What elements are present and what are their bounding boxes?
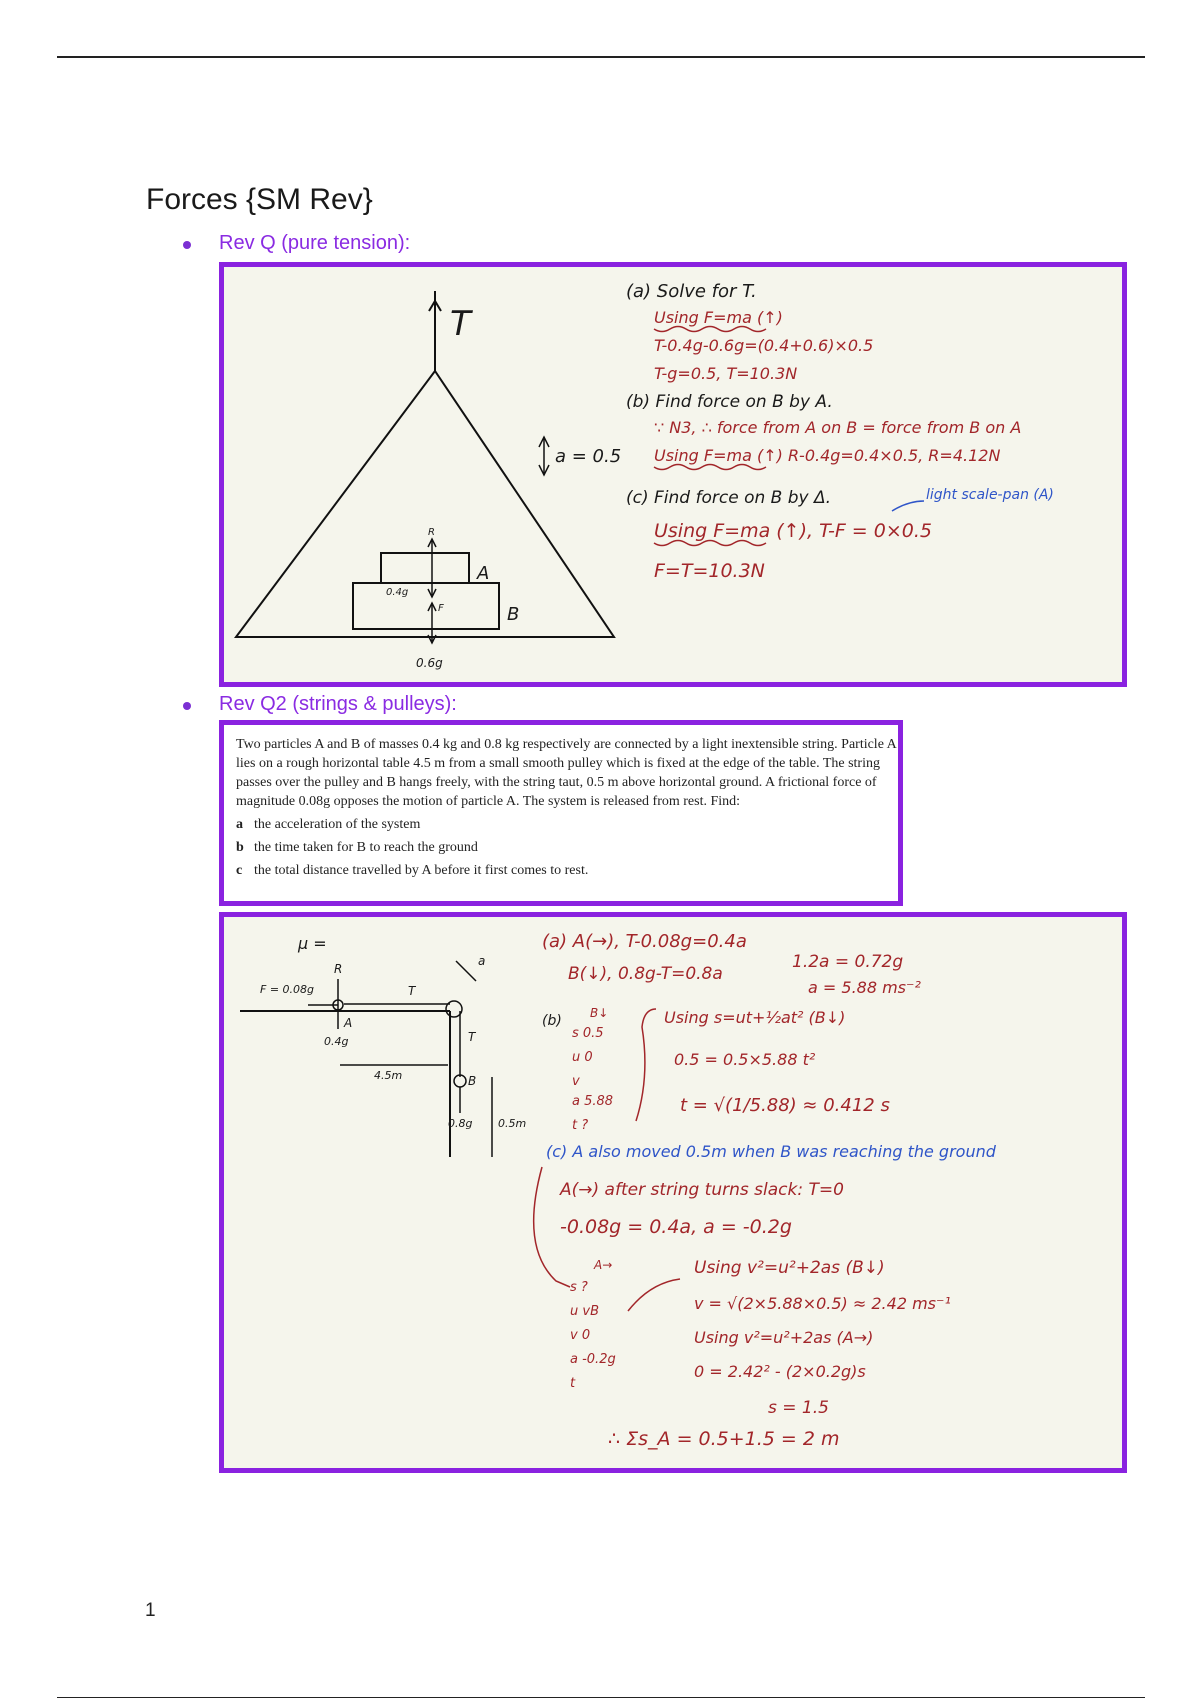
suvat-b-header: B↓ bbox=[590, 1006, 609, 1020]
part-label: a bbox=[236, 817, 243, 832]
q2-line-a3: 1.2a = 0.72g bbox=[792, 952, 904, 972]
q2-line-c5: Using v²=u²+2as (A→) bbox=[694, 1328, 874, 1347]
q1-line-n3: ∵ N3, ∴ force from A on B = force from B on A bbox=[654, 418, 1022, 437]
particle-b-label: B bbox=[468, 1074, 477, 1088]
page-title: Forces {SM Rev} bbox=[146, 183, 373, 216]
top-rule bbox=[57, 56, 1145, 58]
q1-note: light scale-pan (A) bbox=[926, 487, 1054, 503]
suvat-b-row: v bbox=[572, 1074, 580, 1089]
q1-line-eq1: T-0.4g-0.6g=(0.4+0.6)×0.5 bbox=[654, 336, 874, 355]
bullet-dot-icon bbox=[183, 241, 191, 249]
q2-line-c7: s = 1.5 bbox=[768, 1398, 829, 1418]
part-text: the acceleration of the system bbox=[254, 817, 421, 832]
part-text: the total distance travelled by A before it first comes to rest. bbox=[254, 863, 589, 878]
part-label: c bbox=[236, 863, 243, 878]
q2-line-c2: -0.08g = 0.4a, a = -0.2g bbox=[560, 1216, 792, 1238]
accel-label: a bbox=[478, 954, 486, 968]
particle-a-label: A bbox=[344, 1016, 353, 1030]
question-text bbox=[236, 735, 896, 880]
q2-line-c3: Using v²=u²+2as (B↓) bbox=[694, 1258, 885, 1278]
q1-line-eq5: F=T=10.3N bbox=[654, 560, 765, 582]
distance-label: 4.5m bbox=[374, 1069, 403, 1082]
q2-line-c6: 0 = 2.42² - (2×0.2g)s bbox=[694, 1362, 866, 1381]
suvat-b-row: a 5.88 bbox=[572, 1094, 614, 1109]
bullet-label: Rev Q (pure tension): bbox=[219, 232, 411, 254]
q2-line-c8: ∴ Σs_A = 0.5+1.5 = 2 m bbox=[608, 1428, 840, 1450]
question-part-a bbox=[236, 815, 896, 834]
suvat-c-row: s ? bbox=[570, 1280, 588, 1295]
suvat-c-row: a -0.2g bbox=[570, 1352, 616, 1367]
q1-line-a: (a) Solve for T. bbox=[626, 281, 757, 302]
question-part-c bbox=[236, 861, 896, 880]
rev-q2-solution-box bbox=[219, 912, 1127, 1473]
bullet-dot-icon bbox=[183, 702, 191, 710]
q2-line-c1: A(→) after string turns slack: T=0 bbox=[560, 1180, 844, 1200]
q2-line-a4: a = 5.88 ms⁻² bbox=[808, 978, 921, 997]
force-f-label: F bbox=[438, 603, 444, 614]
friction-label: F = 0.08g bbox=[260, 983, 315, 996]
q1-line-using: Using F=ma (↑) bbox=[654, 308, 783, 327]
weight-b-label: 0.6g bbox=[416, 656, 443, 670]
tension-top-label: T bbox=[408, 984, 416, 998]
suvat-c-header: A→ bbox=[594, 1258, 613, 1272]
question-paragraph: Two particles A and B of masses 0.4 kg and 0.8 kg respectively are connected by a light inextensible string. Particle A lies on a rough horizontal table 4.5 m from a small smooth pulley which is fixed at the edge of the table. The string passes over the pulley and B hangs freely, with the string taut, 0.5 m above horizontal ground. A frictional force of magnitude 0.08g opposes the motion of particle A. The system is released from rest. Find: bbox=[236, 737, 896, 809]
suvat-b-row: t ? bbox=[572, 1118, 589, 1133]
suvat-c-row: t bbox=[570, 1376, 576, 1391]
block-a-label: A bbox=[477, 563, 490, 584]
page-number: 1 bbox=[145, 1600, 156, 1621]
suvat-b-row: s 0.5 bbox=[572, 1026, 604, 1041]
q2-line-b-label: (b) bbox=[542, 1013, 562, 1029]
part-label: b bbox=[236, 840, 244, 855]
q2-line-b2: 0.5 = 0.5×5.88 t² bbox=[674, 1050, 816, 1069]
suvat-b-row: u 0 bbox=[572, 1050, 593, 1065]
q2-line-a1: (a) A(→), T-0.08g=0.4a bbox=[542, 931, 747, 952]
weight-b-label: 0.8g bbox=[448, 1117, 473, 1130]
rev-q2-diagram bbox=[224, 917, 1122, 1468]
q2-line-b3: t = √(1/5.88) ≈ 0.412 s bbox=[680, 1095, 890, 1116]
q2-line-a2: B(↓), 0.8g-T=0.8a bbox=[568, 964, 723, 984]
tension-label: T bbox=[450, 304, 471, 344]
part-text: the time taken for B to reach the ground bbox=[254, 840, 478, 855]
question-part-b bbox=[236, 838, 896, 857]
q2-line-c4: v = √(2×5.88×0.5) ≈ 2.42 ms⁻¹ bbox=[694, 1294, 951, 1313]
q1-line-eq4: Using F=ma (↑), T-F = 0×0.5 bbox=[654, 520, 932, 542]
tension-side-label: T bbox=[468, 1030, 476, 1044]
rev-q2-question-box bbox=[219, 720, 903, 906]
q1-line-c: (c) Find force on B by Δ. bbox=[626, 488, 832, 508]
suvat-c-row: v 0 bbox=[570, 1328, 591, 1343]
q2-line-c-note: (c) A also moved 0.5m when B was reaching the ground bbox=[546, 1142, 996, 1161]
reaction-label: R bbox=[334, 962, 343, 976]
weight-a-label: 0.4g bbox=[324, 1035, 349, 1048]
weight-a-label: 0.4g bbox=[386, 587, 409, 598]
height-label: 0.5m bbox=[498, 1117, 527, 1130]
q2-line-b1: Using s=ut+½at² (B↓) bbox=[664, 1008, 846, 1027]
block-b-label: B bbox=[507, 604, 520, 625]
mu-label: μ = bbox=[298, 934, 327, 953]
q1-line-eq3: Using F=ma (↑) R-0.4g=0.4×0.5, R=4.12N bbox=[654, 446, 1001, 465]
rev-q-diagram bbox=[224, 267, 1122, 682]
bullet-label: Rev Q2 (strings & pulleys): bbox=[219, 693, 457, 715]
reaction-label: R bbox=[428, 527, 435, 538]
rev-q-solution-box bbox=[219, 262, 1127, 687]
bottom-rule bbox=[57, 1697, 1145, 1698]
q1-line-b: (b) Find force on B by A. bbox=[626, 392, 833, 412]
q1-line-eq2: T-g=0.5, T=10.3N bbox=[654, 364, 798, 383]
suvat-c-row: u vB bbox=[570, 1304, 599, 1319]
acceleration-label: a = 0.5 bbox=[555, 446, 622, 467]
